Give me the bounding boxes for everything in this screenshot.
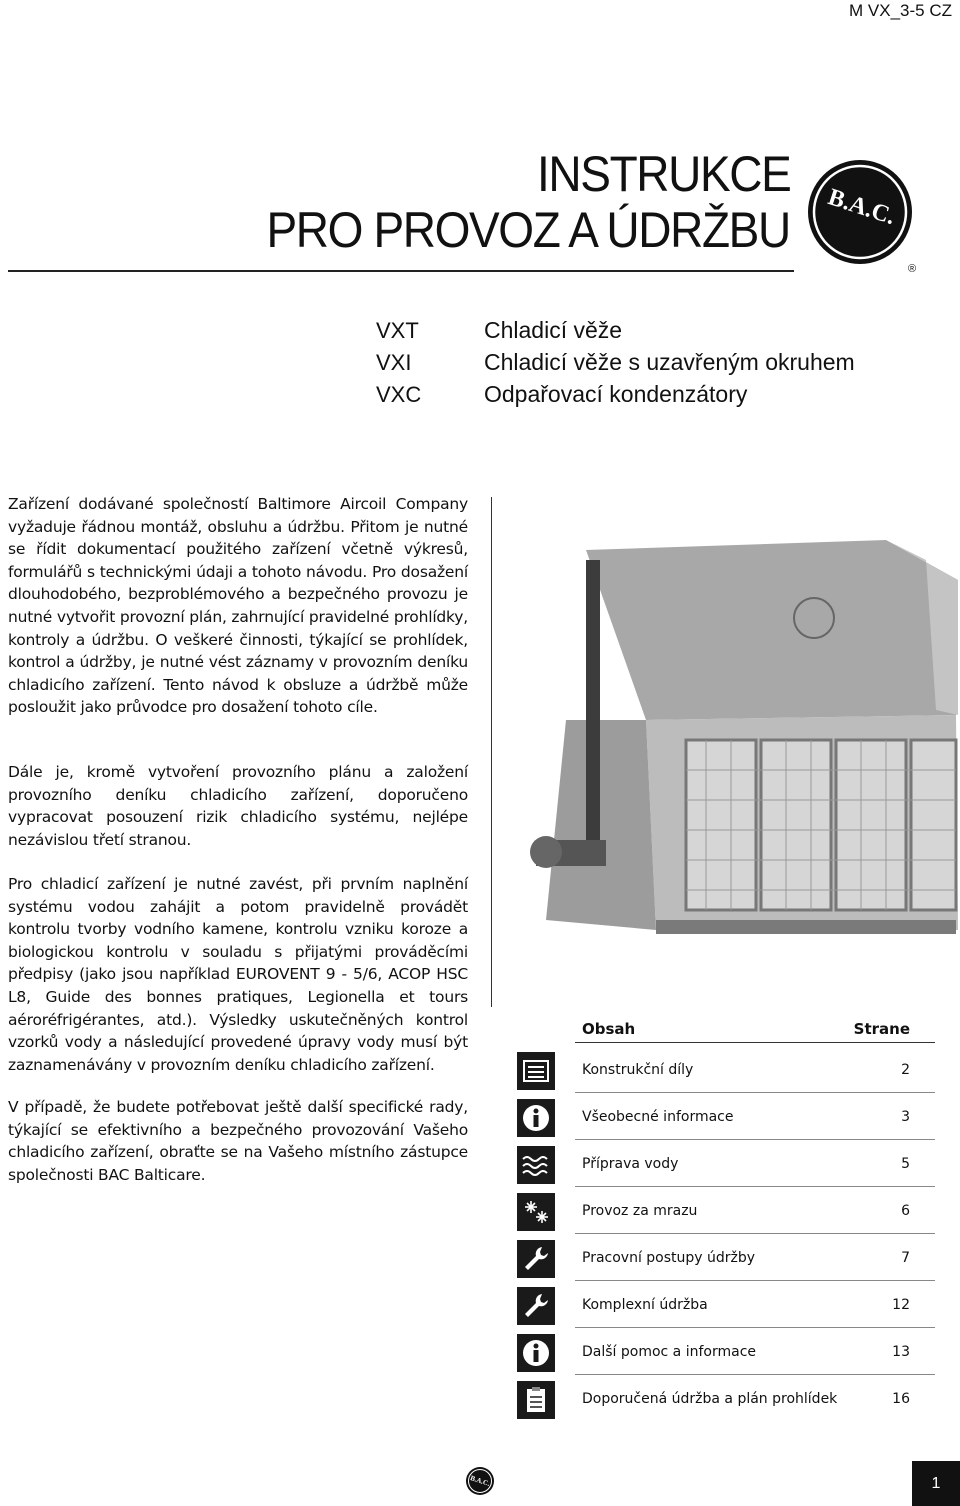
model-code-vxc: VXC xyxy=(376,382,422,407)
toc-item-label: Komplexní údržba xyxy=(582,1297,708,1313)
toc-item-rule xyxy=(575,1092,935,1093)
toc-item[interactable] xyxy=(515,1240,945,1286)
info-icon xyxy=(517,1099,555,1137)
toc-item-rule xyxy=(575,1280,935,1281)
checklist-icon xyxy=(517,1381,555,1419)
toc-item[interactable] xyxy=(515,1334,945,1380)
registered-mark: ® xyxy=(908,263,917,275)
toc-item-page: 6 xyxy=(901,1203,910,1219)
footer-logo-text: B.A.C. xyxy=(469,1474,491,1488)
toc-item-rule xyxy=(575,1186,935,1187)
toc-item-page: 2 xyxy=(901,1062,910,1078)
toc-item-page: 13 xyxy=(892,1344,910,1360)
title-line-1: INSTRUKCE xyxy=(536,146,790,202)
toc-item-label: Provoz za mrazu xyxy=(582,1203,698,1219)
document-code: M VX_3-5 CZ xyxy=(849,1,952,20)
model-desc-vxi: Chladicí věže s uzavřeným okruhem xyxy=(484,349,855,375)
bac-logo xyxy=(804,156,924,276)
toc-header-rule xyxy=(575,1042,935,1043)
model-code-vxi: VXI xyxy=(376,350,412,375)
toc-item-rule xyxy=(575,1233,935,1234)
wrench-icon xyxy=(517,1240,555,1278)
toc-item-label: Doporučená údržba a plán prohlídek xyxy=(582,1391,838,1407)
toc-item-label: Příprava vody xyxy=(582,1156,679,1172)
model-code-vxt: VXT xyxy=(376,318,419,343)
toc-item[interactable] xyxy=(515,1193,945,1239)
toc-item-page: 3 xyxy=(901,1109,910,1125)
logo-text: B.A.C. xyxy=(824,184,899,231)
unit-icon xyxy=(517,1052,555,1090)
title-line-2: PRO PROVOZ A ÚDRŽBU xyxy=(266,202,790,258)
toc-item[interactable] xyxy=(515,1146,945,1192)
title-rule xyxy=(8,270,794,272)
toc-item-page: 7 xyxy=(901,1250,910,1266)
toc-item[interactable] xyxy=(515,1099,945,1145)
snowflake-icon xyxy=(517,1193,555,1231)
wrench-icon xyxy=(517,1287,555,1325)
toc-item[interactable] xyxy=(515,1287,945,1333)
toc-item-page: 12 xyxy=(892,1297,910,1313)
toc-item-rule xyxy=(575,1374,935,1375)
water-waves-icon xyxy=(517,1146,555,1184)
toc-item-label: Všeobecné informace xyxy=(582,1109,734,1125)
toc-item-label: Další pomoc a informace xyxy=(582,1344,757,1360)
toc-item[interactable] xyxy=(515,1052,945,1098)
toc-item-page: 5 xyxy=(901,1156,910,1172)
risk-paragraph: Dále je, kromě vytvoření provozního plánu a založení provozního deníku chladicího zařízení, doporučeno vypracovat posouzení rizik chladicího systému, nejlépe nezávislou třetí stranou. xyxy=(8,763,468,849)
toc-item-page: 16 xyxy=(892,1391,910,1407)
toc-item-rule xyxy=(575,1327,935,1328)
toc-header-page: Strane xyxy=(853,1020,910,1038)
cooling-tower-photo xyxy=(506,540,960,944)
toc-item-label: Konstrukční díly xyxy=(582,1062,694,1078)
footer-bac-logo xyxy=(465,1466,495,1496)
info-icon xyxy=(517,1334,555,1372)
toc-header-contents: Obsah xyxy=(582,1020,636,1038)
toc-item-label: Pracovní postupy údržby xyxy=(582,1250,756,1266)
page-number: 1 xyxy=(912,1461,960,1506)
contact-paragraph: V případě, že budete potřebovat ještě další specifické rady, týkající se efektivního a bezpečného provozování Vašeho chladicího zařízení, obraťte se na Vašeho místního zástupce společnosti BAC Balticare. xyxy=(8,1098,468,1184)
water-treatment-paragraph: Pro chladicí zařízení je nutné zavést, při prvním naplnění systému vodou zahájit a potom pravidelně provádět kontrolu tvorby vodního kamene, kontrolu vzniku koroze a biologickou kontrolu v souladu s přijatými prováděcími předpisy (jako jsou například EUROVENT 9 - 5/6, ACOP HSC L8, Guide des bonnes pratiques, Legionella et tours aéroréfrigérantes, atd.). Výsledky uskutečněných kontrol vzorků vody a následující provedené úpravy vody musí být zaznamenávány v provozním deníku chladicího zařízení. xyxy=(8,875,468,1074)
column-divider xyxy=(491,497,492,1007)
model-desc-vxc: Odpařovací kondenzátory xyxy=(484,381,748,407)
toc-item[interactable] xyxy=(515,1381,945,1427)
model-desc-vxt: Chladicí věže xyxy=(484,317,623,343)
toc-item-rule xyxy=(575,1139,935,1140)
intro-paragraph: Zařízení dodávané společností Baltimore Aircoil Company vyžaduje řádnou montáž, obsluhu a údržbu. Přitom je nutné se řídit dokumentací použitého zařízení včetně výkresů, formulářů s technickými údaji a tohoto návodu. Pro dosažení dlouhodobého, bezproblémového a bezpečného provozu je nutné vytvořit provozní plán, zahrnující pravidelné prohlídky, kontroly a údržbu. O veškeré činnosti, týkající se prohlídek, kontrol a údržby, je nutné vést záznamy v provozním deníku chladicího zařízení. Tento návod k obsluze a údržbě může posloužit jako průvodce pro dosažení tohoto cíle. xyxy=(8,495,468,717)
